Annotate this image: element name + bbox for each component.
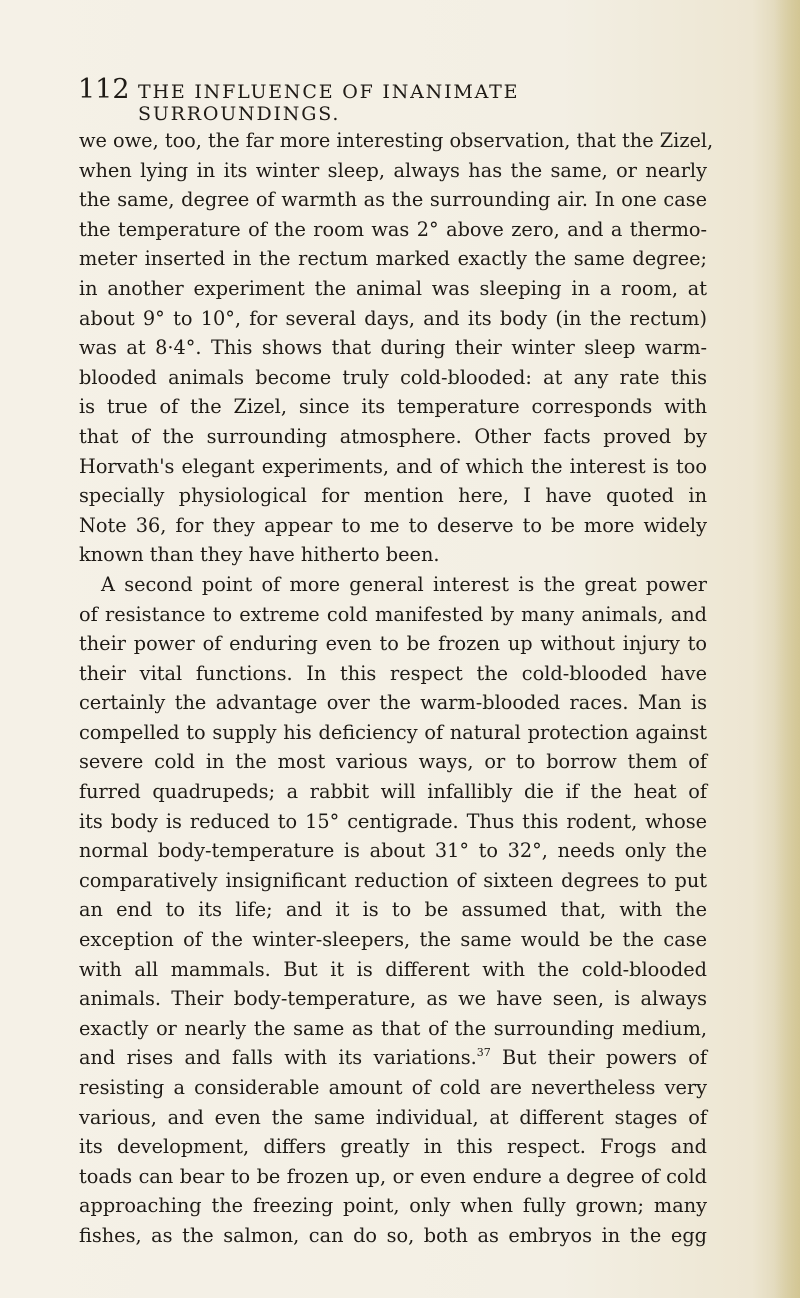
text-line: severe cold in the most various ways, or to borrow them of <box>79 750 707 774</box>
text-line: fishes, as the salmon, can do so, both as embryos in the egg <box>79 1223 707 1247</box>
text-line: approaching the freezing point, only when fully grown; many <box>79 1194 707 1218</box>
text-line: with all mammals. But it is different with the cold-blooded <box>79 957 707 981</box>
text-line: various, and even the same individual, at different stages of <box>79 1105 707 1129</box>
text-line: we owe, too, the far more interesting observation, that the Zizel, <box>79 129 714 152</box>
text-line: compelled to supply his deficiency of natural protection against <box>79 720 707 744</box>
text-line: known than they have hitherto been. <box>79 543 440 567</box>
page-header <box>78 74 678 125</box>
text-line: specially physiological for mention here, I have quoted in <box>79 484 707 508</box>
text-line: was at 8·4°. This shows that during their winter sleep warm- <box>79 336 707 360</box>
text-line: when lying in its winter sleep, always has the same, or nearly <box>79 158 707 182</box>
text-line: the same, degree of warmth as the surrounding air. In one case <box>79 188 707 212</box>
page-edge-shading <box>774 0 800 1298</box>
text-fragment: But their powers of <box>490 1046 707 1070</box>
text-line: Note 36, for they appear to me to deserve to be more widely <box>79 513 707 537</box>
text-line: their power of enduring even to be frozen up without injury to <box>79 632 707 656</box>
footnote-reference: 37 <box>476 1046 491 1060</box>
text-line: is true of the Zizel, since its temperature corresponds with <box>79 395 707 419</box>
text-line: toads can bear to be frozen up, or even endure a degree of cold <box>79 1164 707 1188</box>
running-head: THE INFLUENCE OF INANIMATE SURROUNDINGS. <box>138 81 520 125</box>
text-line: that of the surrounding atmosphere. Other facts proved by <box>79 424 707 448</box>
text-line: normal body-temperature is about 31° to 32°, needs only the <box>79 839 707 863</box>
text-line: their vital functions. In this respect the cold-blooded have <box>79 661 707 685</box>
text-line: in another experiment the animal was sleeping in a room, at <box>79 276 707 300</box>
text-line: blooded animals become truly cold-blooded: at any rate this <box>79 365 707 389</box>
text-line: animals. Their body-temperature, as we have seen, is always <box>79 987 707 1011</box>
text-line: the temperature of the room was 2° above zero, and a thermo- <box>79 217 707 241</box>
text-line: certainly the advantage over the warm-blooded races. Man is <box>79 691 707 715</box>
text-line: about 9° to 10°, for several days, and its body (in the rectum) <box>79 306 707 330</box>
text-line: an end to its life; and it is to be assumed that, with the <box>79 898 707 922</box>
text-line: of resistance to extreme cold manifested by many animals, and <box>79 602 707 626</box>
text-line: its development, differs greatly in this respect. Frogs and <box>79 1135 707 1159</box>
text-line: exactly or nearly the same as that of the surrounding medium, <box>79 1016 707 1040</box>
text-fragment: and rises and falls with its variations. <box>79 1046 477 1070</box>
text-line: Horvath's elegant experiments, and of which the interest is too <box>79 454 707 478</box>
body-text <box>79 126 714 1251</box>
text-line: A second point of more general interest is the great power <box>101 572 707 596</box>
text-line-with-footnote <box>79 1043 707 1073</box>
text-line: its body is reduced to 15° centigrade. Thus this rodent, whose <box>79 809 707 833</box>
text-line: exception of the winter-sleepers, the same would be the case <box>79 928 707 952</box>
text-line: furred quadrupeds; a rabbit will infallibly die if the heat of <box>79 780 707 804</box>
text-line: meter inserted in the rectum marked exactly the same degree; <box>79 247 707 271</box>
text-line: resisting a considerable amount of cold are nevertheless very <box>79 1076 707 1099</box>
text-line: comparatively insignificant reduction of sixteen degrees to put <box>79 868 707 892</box>
page-number: 112 <box>78 74 130 105</box>
